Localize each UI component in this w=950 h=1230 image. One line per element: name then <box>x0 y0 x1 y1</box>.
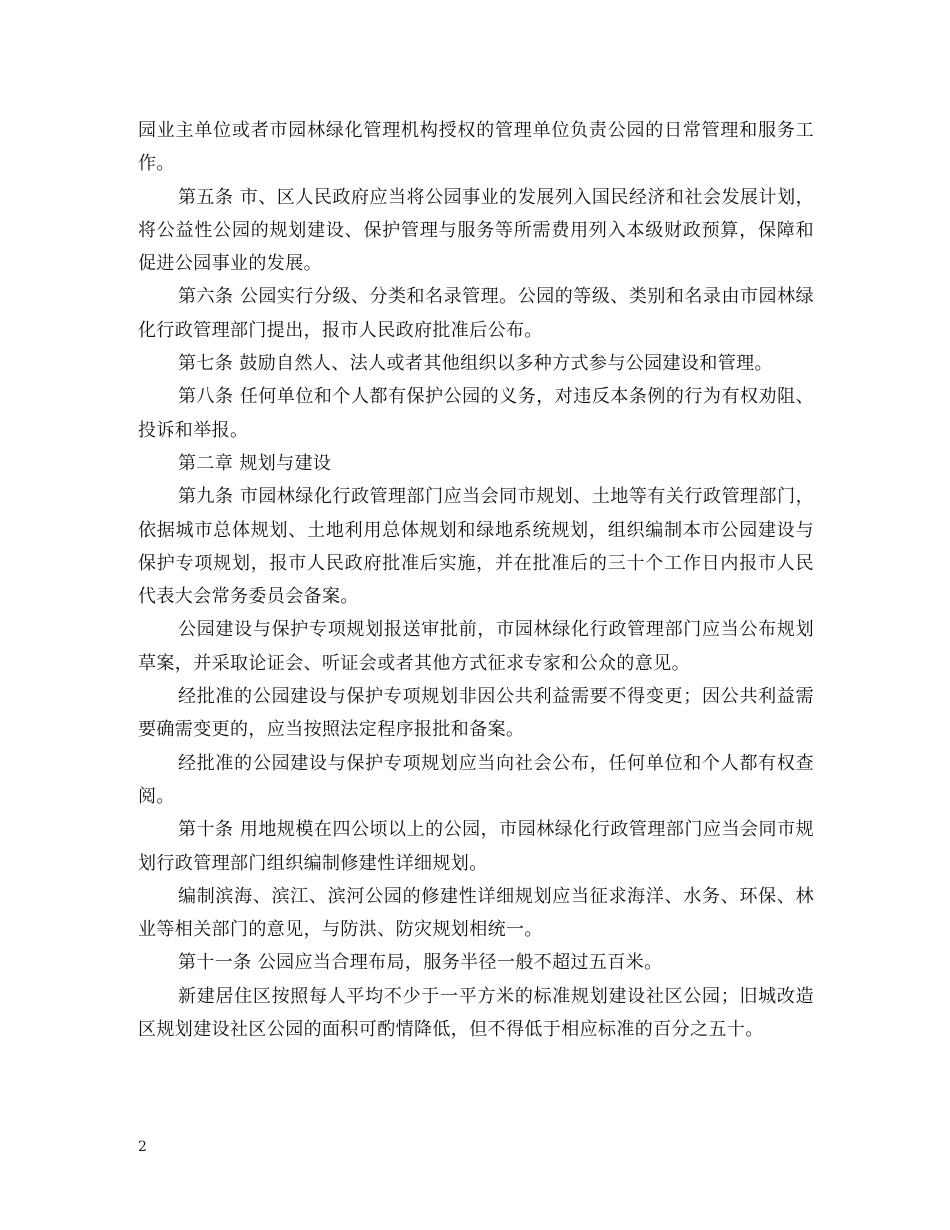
chapter-heading: 第二章 规划与建设 <box>178 452 332 474</box>
paragraph-article-9: 第九条 市园林绿化行政管理部门应当会同市规划、土地等有关行政管理部门，依据城市总体规划、土地利用总体规划和绿地系统规划，组织编制本市公园建设与保护专项规划，报市人民政府批准后实施，并在批准后的三十个工作日内报市人民代表大会常务委员会备案。 <box>138 486 814 608</box>
paragraph-article-10-part-2: 编制滨海、滨江、滨河公园的修建性详细规划应当征求海洋、水务、环保、林业等相关部门的意见，与防洪、防灾规划相统一。 <box>138 885 814 941</box>
document-body <box>138 114 814 1046</box>
paragraph-article-7: 第七条 鼓励自然人、法人或者其他组织以多种方式参与公园建设和管理。 <box>178 353 773 375</box>
page-number: 2 <box>138 1139 147 1155</box>
paragraph-article-11: 第十一条 公园应当合理布局，服务半径一般不超过五百米。 <box>178 952 663 974</box>
paragraph-article-9-part-2: 公园建设与保护专项规划报送审批前，市园林绿化行政管理部门应当公布规划草案，并采取论证会、听证会或者其他方式征求专家和公众的意见。 <box>138 619 814 674</box>
paragraph-article-9-part-4: 经批准的公园建设与保护专项规划应当向社会公布，任何单位和个人都有权查阅。 <box>138 752 814 807</box>
paragraph-article-11-part-2: 新建居住区按照每人平均不少于一平方米的标准规划建设社区公园；旧城改造区规划建设社区公园的面积可酌情降低，但不得低于相应标准的百分之五十。 <box>138 985 814 1041</box>
paragraph-article-6: 第六条 公园实行分级、分类和名录管理。公园的等级、类别和名录由市园林绿化行政管理部门提出，报市人民政府批准后公布。 <box>138 286 814 341</box>
paragraph-article-5: 第五条 市、区人民政府应当将公园事业的发展列入国民经济和社会发展计划，将公益性公园的规划建设、保护管理与服务等所需费用列入本级财政预算，保障和促进公园事业的发展。 <box>138 186 814 275</box>
paragraph-article-10: 第十条 用地规模在四公顷以上的公园，市园林绿化行政管理部门应当会同市规划行政管理部门组织编制修建性详细规划。 <box>138 819 814 874</box>
paragraph-article-9-part-3: 经批准的公园建设与保护专项规划非因公共利益需要不得变更；因公共利益需要确需变更的，应当按照法定程序报批和备案。 <box>138 686 814 741</box>
paragraph-article-8: 第八条 任何单位和个人都有保护公园的义务，对违反本条例的行为有权劝阻、投诉和举报。 <box>138 386 814 441</box>
paragraph-1: 园业主单位或者市园林绿化管理机构授权的管理单位负责公园的日常管理和服务工作。 <box>138 120 814 175</box>
